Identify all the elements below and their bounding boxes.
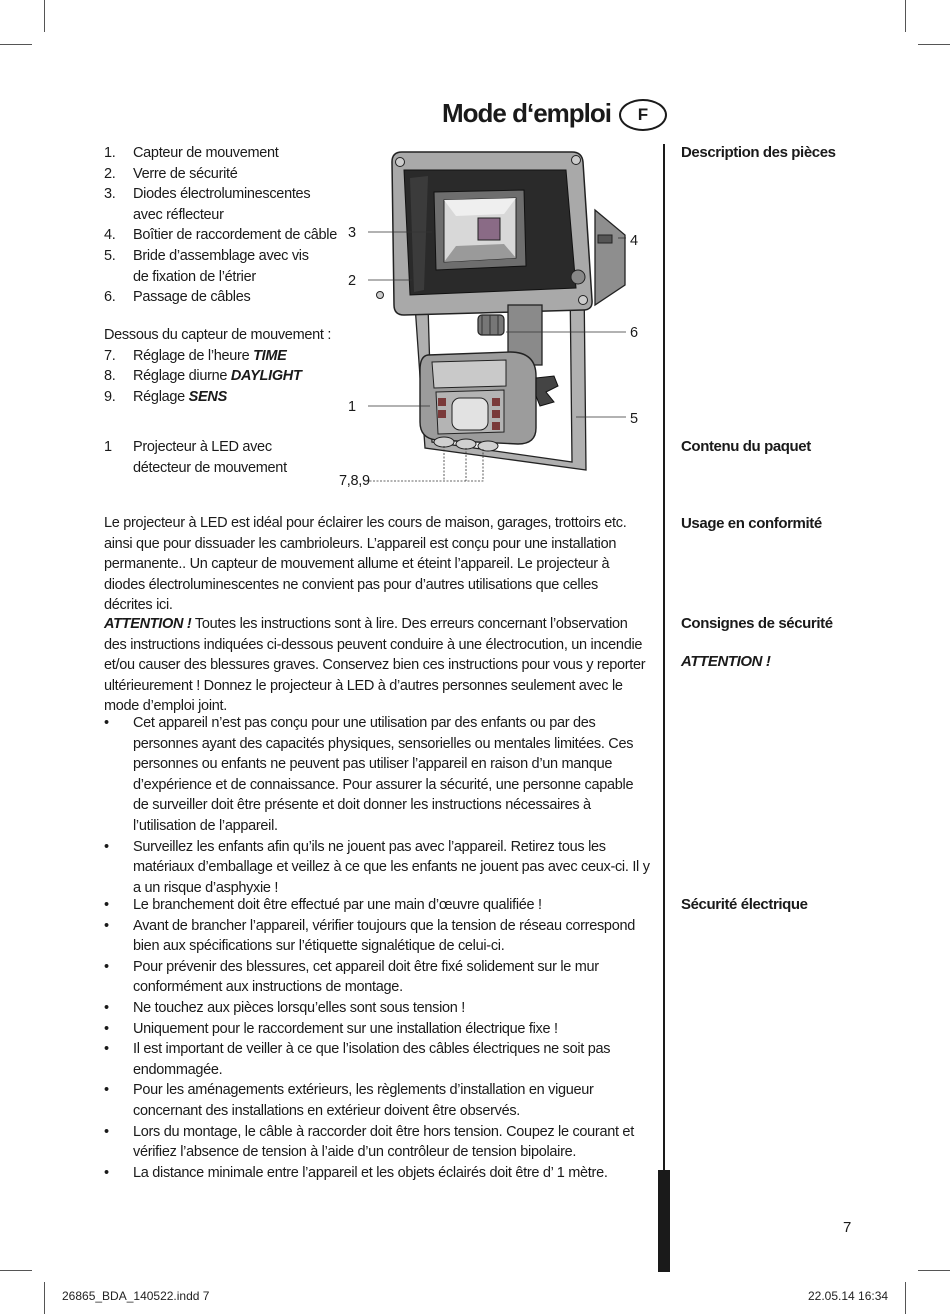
footer-date: 22.05.14 16:34 [808, 1289, 889, 1303]
callout-4: 4 [630, 233, 638, 249]
item-number: 1. [104, 145, 116, 161]
item-text: Diodes électroluminescentes avec réflecteur [133, 186, 311, 223]
item-number: 3. [104, 186, 116, 203]
sensor-list [104, 325, 339, 407]
item-number: 2. [104, 165, 116, 182]
list-item [104, 184, 339, 225]
list-item [104, 837, 652, 899]
bullet: • [104, 1020, 109, 1037]
list-item [104, 366, 339, 387]
sensor-heading: Dessous du capteur de mouvement : [104, 327, 332, 343]
product-illustration [340, 140, 660, 500]
item-number: 5. [104, 247, 116, 264]
parts-list [104, 143, 339, 308]
list-item [104, 287, 339, 308]
language-badge: F [619, 99, 667, 131]
footer-file: 26865_BDA_140522.indd 7 [62, 1289, 210, 1303]
item-text: Boîtier de raccordement de câble [133, 227, 337, 244]
bullet: • [104, 1082, 109, 1099]
attention-lead: ATTENTION ! [104, 616, 192, 632]
item-keyword: SENS [188, 388, 227, 405]
list-item [104, 998, 652, 1019]
item-text: Verre de sécurité [133, 165, 238, 182]
item-text: Réglage [133, 388, 189, 405]
safety-bullet-list [104, 713, 652, 898]
list-item [104, 437, 324, 478]
item-text: La distance minimale entre l’appareil et les objets éclairés doit être d’ 1 mètre. [133, 1164, 608, 1181]
bullet: • [104, 1164, 109, 1181]
heading-attention: ATTENTION ! [681, 653, 771, 670]
callout-2: 2 [348, 273, 356, 289]
crop-mark [0, 1270, 32, 1271]
item-text: Bride d’assemblage avec vis de fixation de l’étrier [133, 247, 309, 285]
bullet: • [104, 838, 109, 855]
crop-mark [44, 1282, 45, 1314]
list-item [104, 1039, 652, 1080]
item-keyword: TIME [253, 347, 287, 364]
attention-paragraph [104, 614, 649, 717]
list-item [104, 957, 652, 998]
item-number: 1 [104, 439, 112, 455]
item-text: Il est important de veiller à ce que l’isolation des câbles électriques ne soit pas endommagée. [133, 1041, 611, 1078]
list-item [104, 1163, 652, 1184]
page-title: Mode d‘emploi [442, 98, 611, 128]
column-divider [663, 144, 665, 1272]
bullet: • [104, 715, 109, 731]
item-text: Pour les aménagements extérieurs, les règlements d’installation en vigueur concernant des installations en extérieur doivent être observés. [133, 1082, 594, 1119]
attention-text: Toutes les instructions sont à lire. Des erreurs concernant l’observation des instructions indiquées ci-dessous peuvent conduire à une électrocution, un incendie et/ou causer des blessures graves. Conservez bien ces instructions pour vous y reporter ultérieurement ! Donnez le projecteur à LED à d’autres personnes seulement avec le mode d’emploi joint. [104, 616, 646, 715]
bullet: • [104, 958, 109, 975]
item-text: Surveillez les enfants afin qu’ils ne jouent pas avec l’appareil. Retirez tous les matériaux d’emballage et veillez à ce que les enfants ne jouent pas avec ceux-ci. Il y a un risque d’asphyxie ! [133, 838, 650, 896]
bullet: • [104, 917, 109, 934]
heading-description: Description des pièces [681, 144, 836, 161]
list-item [104, 1122, 652, 1163]
item-text: Réglage de l’heure [133, 347, 254, 364]
electrical-bullet-list [104, 895, 652, 1183]
item-text: Ne touchez aux pièces lorsqu’elles sont sous tension ! [133, 999, 465, 1016]
bullet: • [104, 1123, 109, 1140]
item-text: Lors du montage, le câble à raccorder doit être hors tension. Coupez le courant et vérifiez l’absence de tension à l’aide d’un contrôleur de tension bipolaire. [133, 1123, 634, 1161]
list-item [104, 164, 339, 185]
item-text: Uniquement pour le raccordement sur une installation électrique fixe ! [133, 1020, 558, 1037]
list-item [104, 1019, 652, 1040]
bullet: • [104, 897, 109, 913]
item-keyword: DAYLIGHT [230, 368, 302, 385]
list-item [104, 246, 339, 287]
item-number: 8. [104, 368, 116, 385]
crop-mark [905, 0, 906, 32]
list-item [104, 225, 339, 246]
item-text: Le branchement doit être effectué par une main d’œuvre qualifiée ! [133, 897, 542, 913]
crop-mark [44, 0, 45, 32]
list-item [104, 346, 339, 367]
list-item [104, 143, 339, 164]
callout-6: 6 [630, 325, 638, 341]
crop-mark [0, 44, 32, 45]
heading-contents: Contenu du paquet [681, 438, 811, 455]
item-text: Passage de câbles [133, 289, 251, 306]
heading-electrical: Sécurité électrique [681, 896, 808, 913]
item-number: 7. [104, 347, 116, 364]
package-list [104, 437, 324, 478]
heading-usage: Usage en conformité [681, 515, 822, 532]
bullet: • [104, 999, 109, 1016]
list-item [104, 387, 339, 408]
callout-3: 3 [348, 225, 356, 241]
callout-789: 7,8,9 [339, 473, 370, 489]
item-number: 9. [104, 388, 116, 405]
item-text: Capteur de mouvement [133, 145, 279, 161]
crop-mark [905, 1282, 906, 1314]
list-item [104, 916, 652, 957]
crop-mark [918, 44, 950, 45]
list-item [104, 713, 652, 837]
item-text: Pour prévenir des blessures, cet appareil doit être fixé solidement sur le mur conformément aux instructions de montage. [133, 958, 599, 996]
item-number: 4. [104, 227, 116, 244]
intro-paragraph: Le projecteur à LED est idéal pour éclairer les cours de maison, garages, trottoirs etc. ainsi que pour dissuader les cambrioleurs. L’appareil est conçu pour une installation permanente.. Un capteur de mouvement allume et éteint l’appareil. Le projecteur à diodes électroluminescentes ne convient pas pour d’autres utilisations que celles décrites ici. [104, 515, 627, 614]
item-text: Projecteur à LED avec détecteur de mouvement [133, 439, 287, 476]
list-item [104, 895, 652, 916]
crop-mark [918, 1270, 950, 1271]
callout-5: 5 [630, 411, 638, 427]
item-text: Réglage diurne [133, 368, 231, 385]
callout-1: 1 [348, 399, 356, 415]
thumb-tab-bar [658, 1170, 670, 1272]
item-number: 6. [104, 289, 116, 306]
bullet: • [104, 1041, 109, 1058]
page-number: 7 [843, 1219, 852, 1236]
heading-safety: Consignes de sécurité [681, 615, 833, 632]
list-item [104, 1080, 652, 1121]
item-text: Avant de brancher l’appareil, vérifier toujours que la tension de réseau correspond bien aux spécifications sur l’étiquette signalétique de celui-ci. [133, 917, 635, 955]
item-text: Cet appareil n’est pas conçu pour une utilisation par des enfants ou par des personnes ayant des capacités physiques, sensorielles ou mentales limitées. Ces personnes ou enfants ne peuvent pas utiliser l’appareil en raison d’un manque d’expérience et de connaissance. Pour assurer la sécurité, une personne capable de surveiller doit être présente et doit donner les instructions nécessaires à l’utilisation de l’appareil. [133, 715, 634, 834]
